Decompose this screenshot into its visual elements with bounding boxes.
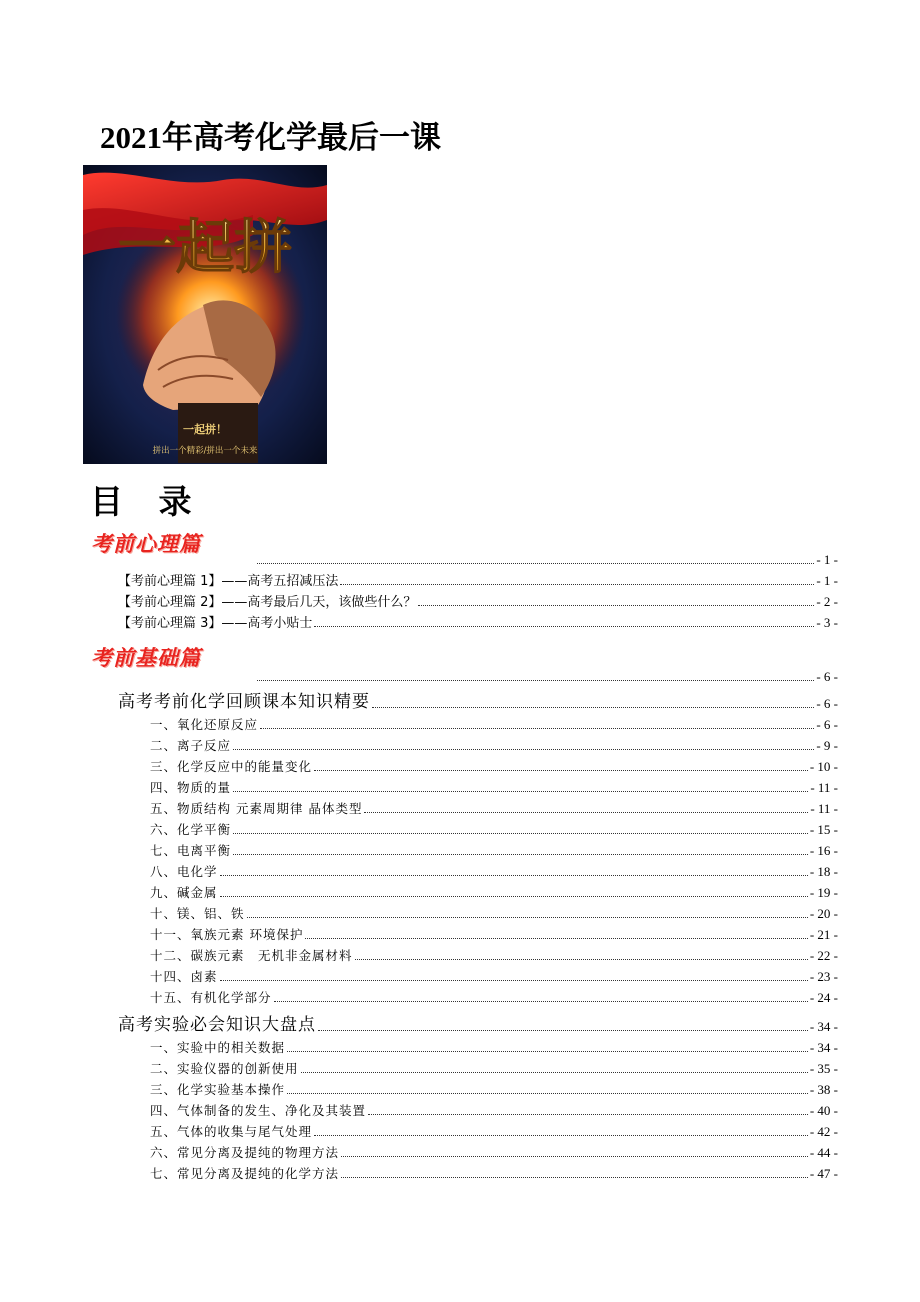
- toc-entry[interactable]: [150, 820, 838, 838]
- toc-page-number: - 21 -: [809, 927, 838, 942]
- toc-page-number: - 38 -: [809, 1082, 838, 1097]
- toc-entry-label: 八、电化学: [150, 864, 218, 879]
- toc-entry[interactable]: [150, 862, 838, 880]
- toc-entry[interactable]: [150, 799, 838, 817]
- toc-page-number: - 9 -: [816, 738, 838, 753]
- toc-page-number: - 10 -: [809, 759, 838, 774]
- toc-entry-label: 一、氧化还原反应: [150, 717, 259, 732]
- toc-page-number: - 6 -: [816, 717, 838, 732]
- toc-page-number: - 24 -: [809, 990, 838, 1005]
- toc-page-number: - 23 -: [809, 969, 838, 984]
- toc-entry[interactable]: [150, 736, 838, 754]
- toc-entry-label: 十四、卤素: [150, 969, 218, 984]
- toc-page-number: - 19 -: [809, 885, 838, 900]
- toc-entry[interactable]: [150, 946, 838, 964]
- toc-entry[interactable]: [118, 571, 838, 589]
- toc-page-number: - 1 -: [816, 573, 838, 588]
- toc-entry[interactable]: [150, 715, 838, 733]
- toc-heading: 目 录: [90, 482, 204, 521]
- toc-page-number: - 11 -: [810, 801, 838, 816]
- toc-page-number: - 42 -: [809, 1124, 838, 1139]
- toc-entry[interactable]: [150, 1059, 838, 1077]
- toc-entry-label: 一、实验中的相关数据: [150, 1040, 286, 1055]
- toc-entry[interactable]: [150, 967, 838, 985]
- toc-entry-label: 五、物质结构 元素周期律 晶体类型: [150, 801, 363, 816]
- toc-page-number: - 40 -: [809, 1103, 838, 1118]
- toc-entry-label: 六、常见分离及提纯的物理方法: [150, 1145, 340, 1160]
- toc-entry-label: 三、化学反应中的能量变化: [150, 759, 313, 774]
- toc-entry[interactable]: [150, 1164, 838, 1182]
- toc-entry-label: 七、常见分离及提纯的化学方法: [150, 1166, 340, 1181]
- toc-entry-label: 十一、氧族元素 环境保护: [150, 927, 304, 942]
- toc-entry-label: 十二、碳族元素 无机非金属材料: [150, 948, 353, 963]
- toc-page-number: - 35 -: [809, 1061, 838, 1076]
- toc-entry[interactable]: [150, 1122, 838, 1140]
- toc-entry-label: 【考前心理篇 3】——高考小贴士: [118, 616, 313, 631]
- toc-group[interactable]: [118, 1013, 838, 1035]
- toc-page-number: - 20 -: [809, 906, 838, 921]
- toc-entry-label: 【考前心理篇 1】——高考五招减压法: [118, 574, 339, 589]
- toc-entry[interactable]: [150, 1038, 838, 1056]
- toc-entry[interactable]: [118, 613, 838, 631]
- toc-entry-label: 七、电离平衡: [150, 843, 232, 858]
- toc-page-number: - 16 -: [809, 843, 838, 858]
- poster-slogan: 拼出一个精彩/拼出一个未来: [152, 446, 258, 456]
- section-banner-psychology: 考前心理篇: [91, 532, 201, 556]
- poster-main-text: 一起拼: [117, 213, 293, 281]
- toc-entry[interactable]: [150, 1101, 838, 1119]
- toc-page-number: - 2 -: [816, 594, 838, 609]
- toc-entry-label: 四、气体制备的发生、净化及其装置: [150, 1103, 367, 1118]
- toc-entry-label: 九、碱金属: [150, 885, 218, 900]
- toc-page-number: - 6 -: [816, 669, 838, 684]
- toc-page-number: - 1 -: [816, 552, 838, 567]
- toc-page-number: - 11 -: [810, 780, 838, 795]
- toc-group-label: 高考考前化学回顾课本知识精要: [118, 692, 370, 712]
- toc-group-label: 高考实验必会知识大盘点: [118, 1015, 316, 1035]
- toc-page-number: - 47 -: [809, 1166, 838, 1181]
- toc-page-number: - 3 -: [816, 615, 838, 630]
- toc-entry-label: 二、离子反应: [150, 738, 232, 753]
- toc-entry[interactable]: [150, 1080, 838, 1098]
- toc-entry[interactable]: [150, 925, 838, 943]
- toc-entry[interactable]: [150, 757, 838, 775]
- toc-group[interactable]: [118, 690, 838, 712]
- toc-entry[interactable]: [118, 592, 838, 610]
- toc-entry[interactable]: [150, 883, 838, 901]
- toc-page-number: - 15 -: [809, 822, 838, 837]
- toc-page-number: - 18 -: [809, 864, 838, 879]
- toc-entry-label: 五、气体的收集与尾气处理: [150, 1124, 313, 1139]
- toc-entry-label: 六、化学平衡: [150, 822, 232, 837]
- toc-entry-label: 十五、有机化学部分: [150, 990, 272, 1005]
- toc-entry[interactable]: [150, 904, 838, 922]
- toc-entry-psychology[interactable]: [255, 550, 838, 568]
- toc-page-number: - 6 -: [816, 696, 838, 711]
- toc-entry-label: 二、实验仪器的创新使用: [150, 1061, 299, 1076]
- toc-entry-label: 四、物质的量: [150, 780, 232, 795]
- section-banner-basics: 考前基础篇: [91, 646, 201, 670]
- toc-page-number: - 34 -: [809, 1019, 838, 1034]
- toc-page-number: - 44 -: [809, 1145, 838, 1160]
- toc-page-number: - 34 -: [809, 1040, 838, 1055]
- toc-entry[interactable]: [150, 988, 838, 1006]
- toc-entry[interactable]: [150, 1143, 838, 1161]
- toc-entry-label: 三、化学实验基本操作: [150, 1082, 286, 1097]
- toc-entry[interactable]: [150, 778, 838, 796]
- toc-entry-label: 十、镁、铝、铁: [150, 906, 245, 921]
- document-title: 2021年高考化学最后一课: [100, 120, 441, 155]
- poster-subtitle: 一起拼！: [183, 423, 227, 436]
- toc-page-number: - 22 -: [809, 948, 838, 963]
- toc-entry[interactable]: [150, 841, 838, 859]
- toc-entry-basics[interactable]: [255, 667, 838, 685]
- cover-poster-image: [83, 165, 327, 464]
- toc-entry-label: 【考前心理篇 2】——高考最后几天，该做些什么？: [118, 595, 417, 610]
